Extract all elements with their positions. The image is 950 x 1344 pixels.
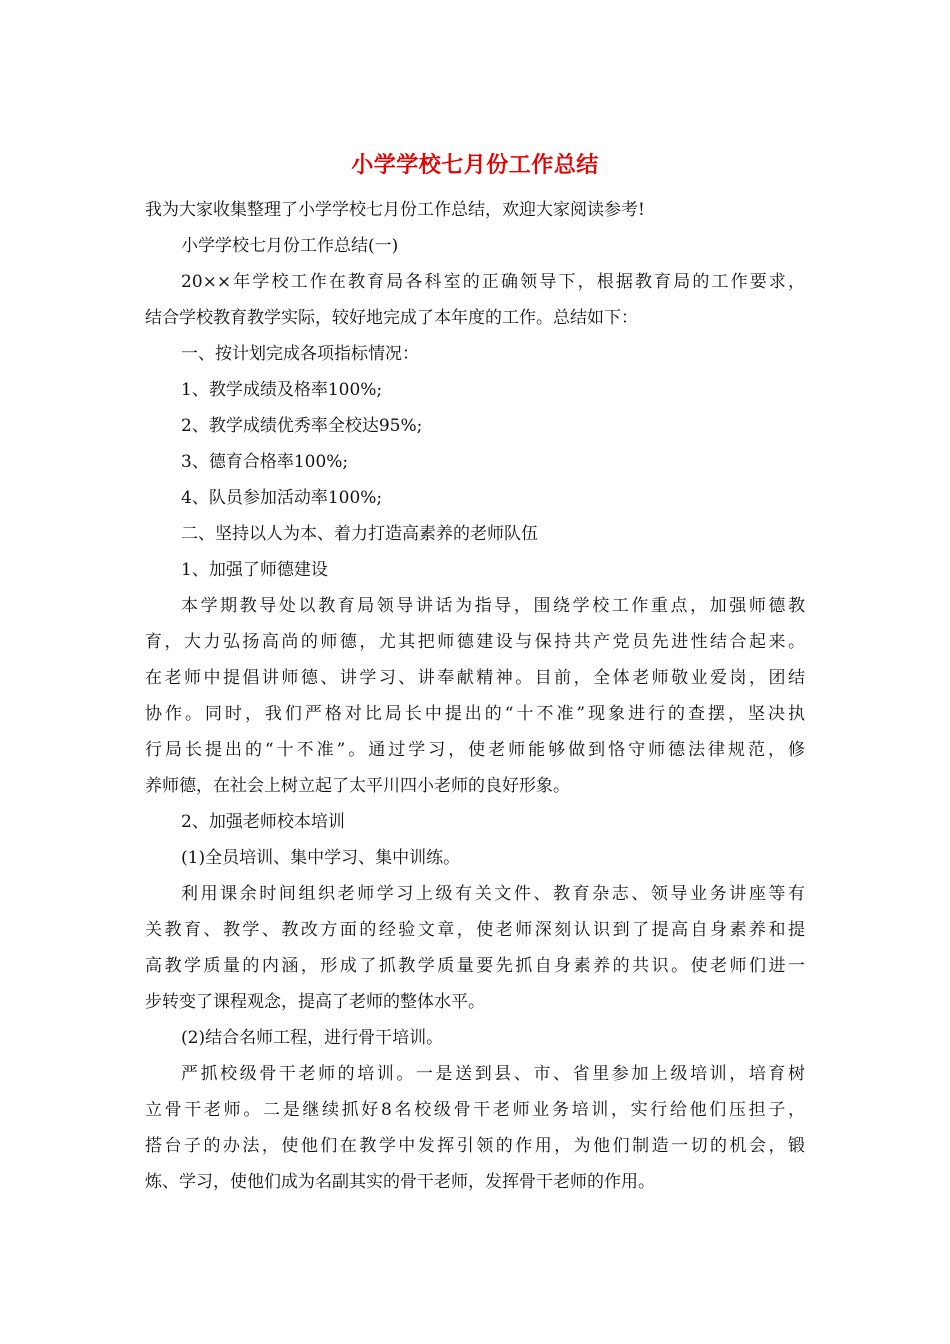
paragraph-line: 利用课余时间组织老师学习上级有关文件、教育杂志、领导业务讲座等有 (181, 884, 805, 904)
paragraph-line: 严抓校级骨干老师的培训。一是送到县、市、省里参加上级培训，培育树 (181, 1064, 805, 1084)
paragraph-line: 1、教学成绩及格率100%; (181, 380, 383, 400)
paragraph-line: 在老师中提倡讲师德、讲学习、讲奉献精神。目前，全体老师敬业爱岗，团结 (145, 668, 805, 688)
paragraph-line: 行局长提出的“十不准”。通过学习，使老师能够做到恪守师德法律规范，修 (145, 740, 805, 760)
paragraph-line: 4、队员参加活动率100%; (181, 488, 383, 508)
paragraph-line: 2、加强老师校本培训 (181, 812, 345, 832)
paragraph-line: 高教学质量的内涵，形成了抓教学质量要先抓自身素养的共识。使老师们进一 (145, 956, 805, 976)
paragraph-line: 育，大力弘扬高尚的师德，尤其把师德建设与保持共产党员先进性结合起来。 (145, 632, 805, 652)
paragraph-line: 协作。同时，我们严格对比局长中提出的“十不准”现象进行的查摆，坚决执 (145, 704, 805, 724)
document-body (145, 192, 805, 1200)
paragraph-line: 关教育、教学、教改方面的经验文章，使老师深刻认识到了提高自身素养和提 (145, 920, 805, 940)
paragraph-line: 1、加强了师德建设 (181, 560, 328, 580)
document-title: 小学学校七月份工作总结 (351, 152, 599, 178)
paragraph-line: (2)结合名师工程，进行骨干培训。 (181, 1028, 444, 1048)
paragraph-line: 小学学校七月份工作总结(一) (181, 236, 399, 256)
paragraph-line: 搭台子的办法，使他们在教学中发挥引领的作用，为他们制造一切的机会，锻 (145, 1136, 805, 1156)
paragraph-line: 步转变了课程观念，提高了老师的整体水平。 (145, 992, 485, 1012)
paragraph-line: 3、德育合格率100%; (181, 452, 349, 472)
paragraph-line: 一、按计划完成各项指标情况： (181, 344, 419, 364)
paragraph-line: 立骨干老师。二是继续抓好8名校级骨干老师业务培训，实行给他们压担子， (145, 1100, 805, 1120)
paragraph-line: 20××年学校工作在教育局各科室的正确领导下，根据教育局的工作要求， (181, 272, 805, 292)
paragraph-line: 结合学校教育教学实际，较好地完成了本年度的工作。总结如下： (145, 308, 638, 328)
paragraph-line: 本学期教导处以教育局领导讲话为指导，围绕学校工作重点，加强师德教 (181, 596, 805, 616)
paragraph-line: 炼、学习，使他们成为名副其实的骨干老师，发挥骨干老师的作用。 (145, 1172, 655, 1192)
paragraph-line: 2、教学成绩优秀率全校达95%; (181, 416, 423, 436)
paragraph-line: 我为大家收集整理了小学学校七月份工作总结，欢迎大家阅读参考! (145, 200, 645, 220)
paragraph-line: 二、坚持以人为本、着力打造高素养的老师队伍 (181, 524, 538, 544)
paragraph-line: (1)全员培训、集中学习、集中训练。 (181, 848, 461, 868)
document-page (145, 148, 805, 1200)
paragraph-line: 养师德，在社会上树立起了太平川四小老师的良好形象。 (145, 776, 570, 796)
